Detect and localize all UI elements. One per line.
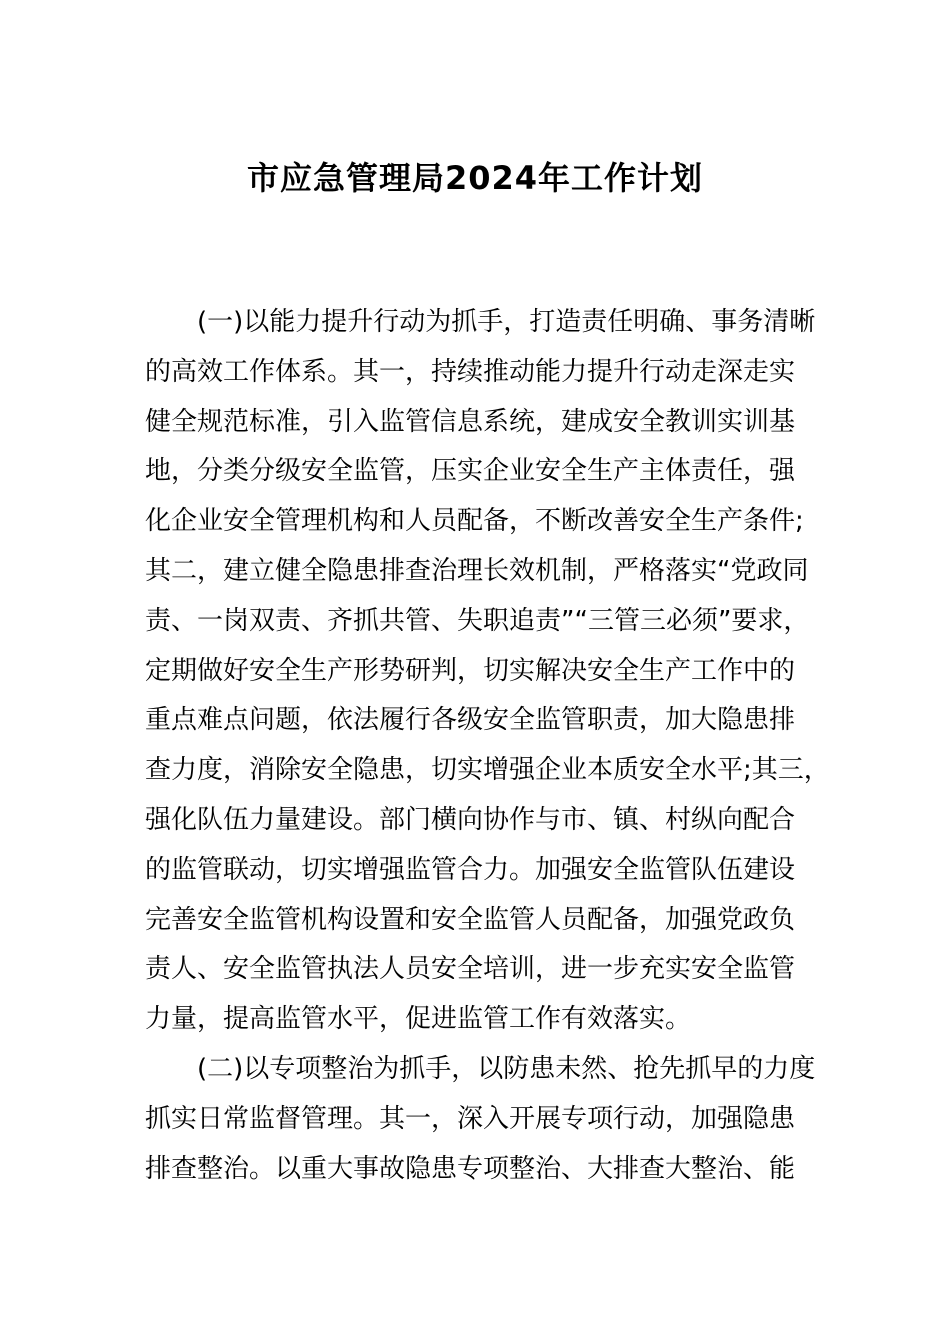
paragraph-1-line-14: 责人、安全监管执法人员安全培训，进一步充实安全监管 [145,954,796,985]
document-body [145,298,845,1194]
paragraph-1-line-9: 重点难点问题，依法履行各级安全监管职责，加大隐患排 [145,705,796,736]
paragraph-1-line-5: 化企业安全管理机构和人员配备，不断改善安全生产条件; [145,506,804,537]
paragraph-1-line-3: 健全规范标准，引入监管信息系统，建成安全教训实训基 [145,406,796,437]
paragraph-1-line-6: 其二，建立健全隐患排查治理长效机制，严格落实“党政同 [145,555,809,586]
paragraph-2-line-1: (二)以专项整治为抓手，以防患未然、抢先抓早的力度 [197,1053,816,1084]
paragraph-1-line-13: 完善安全监管机构设置和安全监管人员配备，加强党政负 [145,904,796,935]
paragraph-1-line-15: 力量，提高监管水平，促进监管工作有效落实。 [145,1004,692,1035]
paragraph-1-line-10: 查力度，消除安全隐患，切实增强企业本质安全水平;其三， [145,755,830,786]
paragraph-1-line-8: 定期做好安全生产形势研判，切实解决安全生产工作中的 [145,655,796,686]
paragraph-1-line-1: (一)以能力提升行动为抓手，打造责任明确、事务清晰 [197,307,816,337]
paragraph-1-line-12: 的监管联动，切实增强监管合力。加强安全监管队伍建设 [145,854,796,885]
paragraph-1-line-11: 强化队伍力量建设。部门横向协作与市、镇、村纵向配合 [145,804,796,835]
paragraph-1-line-4: 地，分类分级安全监管，压实企业安全生产主体责任，强 [145,456,796,487]
paragraph-2-line-2: 抓实日常监督管理。其一，深入开展专项行动，加强隐患 [145,1103,796,1134]
paragraph-1-line-7: 责、一岗双责、齐抓共管、失职追责”“三管三必须”要求， [145,605,810,636]
paragraph-1-line-2: 的高效工作体系。其一，持续推动能力提升行动走深走实 [145,356,796,387]
document-title: 市应急管理局2024年工作计划 [246,159,704,197]
paragraph-2-line-3: 排查整治。以重大事故隐患专项整治、大排查大整治、能 [145,1153,796,1184]
